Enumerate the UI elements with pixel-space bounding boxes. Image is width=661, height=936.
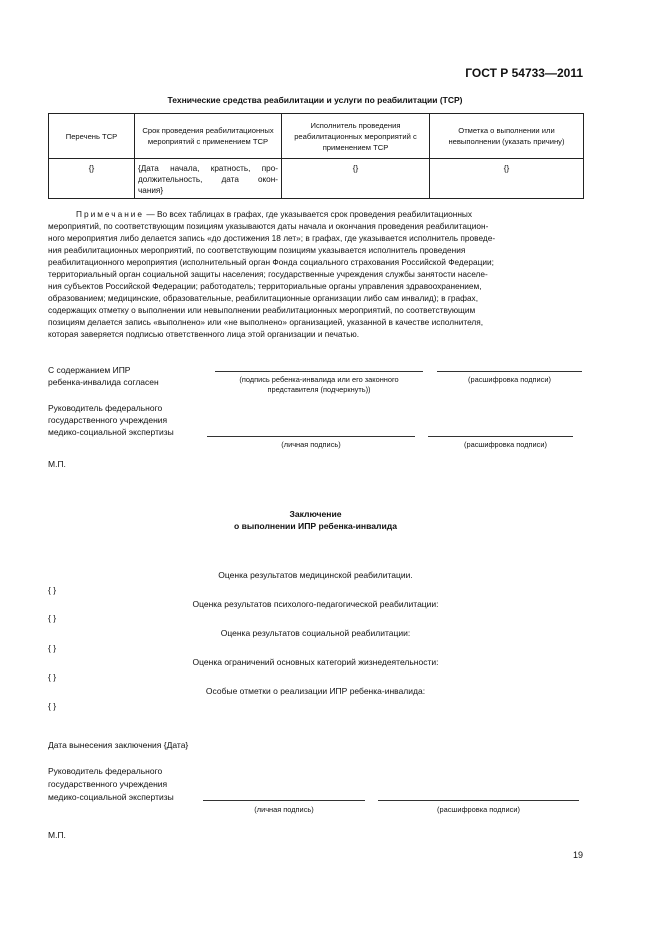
note-line: реабилитационного мероприятия (исполнительный орган Фонда социального страхования Российской Федерации; — [48, 257, 494, 267]
decode-caption: (расшифровка подписи) — [468, 375, 551, 384]
head-label-3: медико-социальной экспертизы — [48, 427, 174, 437]
cell-term — [135, 159, 282, 199]
decode-caption: (расшифровка подписи) — [437, 805, 520, 814]
note-line: позициям делается запись «выполнено» или «не выполнено» организацией, указанной в качестве исполнителя, — [48, 317, 484, 327]
standard-header: ГОСТ Р 54733—2011 — [465, 66, 583, 80]
head-label-1: Руководитель федерального — [48, 766, 163, 776]
signature-caption: (подпись ребенка-инвалида или его законного представителя (подчеркнуть)) — [239, 375, 399, 394]
header-cell-executor: Исполнитель проведения реабилитационных мероприятий с применением ТСР — [282, 114, 430, 159]
cell-executor: {} — [282, 159, 430, 199]
conclusion-title: Заключение — [289, 509, 342, 519]
head-label-2: государственного учреждения — [48, 415, 168, 425]
consent-label-2: ребенка-инвалида согласен — [48, 377, 159, 387]
note-line: содержащих отметку о выполнении или невыполнении реабилитационных мероприятий, по соответствующим — [48, 305, 476, 315]
note-line: которая заверяется подписью ответственного лица этой организации и печатью. — [48, 329, 360, 339]
cell-mark: {} — [430, 159, 584, 199]
consent-label-1: С содержанием ИПР — [48, 365, 131, 375]
note-line: мероприятий, по соответствующим позициям указываются даты начала и окончания проведения реабилитацион- — [48, 221, 489, 231]
assessment-medical: Оценка результатов медицинской реабилитации. — [218, 570, 413, 580]
note-label: Примечание — [76, 209, 145, 219]
cell-list: {} — [49, 159, 135, 199]
table-header-row — [49, 114, 584, 159]
note-line: ния реабилитационных мероприятий, по соответствующим позициям указывается исполнитель проведения — [48, 245, 466, 255]
placeholder-field[interactable]: { } — [48, 701, 57, 711]
signature-line[interactable] — [215, 371, 423, 372]
assessment-limitations: Оценка ограничений основных категорий жизнедеятельности: — [192, 657, 439, 667]
special-notes: Особые отметки о реализации ИПР ребенка-инвалида: — [205, 686, 426, 696]
signature-caption: (личная подпись) — [254, 805, 314, 814]
note-block — [48, 208, 583, 340]
conclusion-subtitle: о выполнении ИПР ребенка-инвалида — [233, 521, 398, 531]
table-title: Технические средства реабилитации и услуги по реабилитации (ТСР) — [167, 95, 463, 105]
signature-line[interactable] — [207, 436, 415, 437]
note-first-line — [48, 208, 583, 220]
note-line: образованием; медицинские, образовательные, реабилитационные организации либо сам инвалид); в графах, — [48, 293, 479, 303]
placeholder-field[interactable]: { } — [48, 643, 57, 653]
head-label-2: государственного учреждения — [48, 779, 168, 789]
signature-line[interactable] — [203, 800, 365, 801]
conclusion-date: Дата вынесения заключения {Дата} — [48, 740, 189, 750]
stamp-mark: М.П. — [48, 459, 66, 469]
header-cell-mark: Отметка о выполнении или невыполнении (указать причину) — [430, 114, 584, 159]
stamp-mark: М.П. — [48, 830, 66, 840]
cell-term-line: должительность, дата окон- — [138, 175, 278, 184]
tcr-table — [48, 113, 584, 199]
signature-decode-line[interactable] — [428, 436, 573, 437]
assessment-psycho-pedagogical: Оценка результатов психолого-педагогической реабилитации: — [192, 599, 439, 609]
signature-decode-line[interactable] — [437, 371, 582, 372]
head-label-3: медико-социальной экспертизы — [48, 792, 174, 802]
placeholder-field[interactable]: { } — [48, 672, 57, 682]
header-cell-term: Срок проведения реабилитационных мероприятий с применением ТСР — [135, 114, 282, 159]
cell-term-line: чания} — [138, 186, 164, 195]
decode-caption: (расшифровка подписи) — [464, 440, 547, 449]
head-label-1: Руководитель федерального — [48, 403, 163, 413]
page-number: 19 — [572, 850, 583, 860]
signature-decode-line[interactable] — [378, 800, 579, 801]
header-cell-list: Перечень ТСР — [49, 114, 135, 159]
table-row — [49, 159, 584, 199]
note-line: ния субъектов Российской Федерации; работодатель; территориальные органы управления здравоохранением, — [48, 281, 482, 291]
note-line: территориальный орган социальной защиты населения; государственные учреждения службы занятости населе- — [48, 269, 488, 279]
note-line: ного мероприятия либо делается запись «до достижения 18 лет»; в графах, где указывается исполнитель проведе- — [48, 233, 496, 243]
signature-caption: (личная подпись) — [281, 440, 341, 449]
cell-term-line: {Дата начала, кратность, про- — [138, 164, 278, 173]
placeholder-field[interactable]: { } — [48, 585, 57, 595]
assessment-social: Оценка результатов социальной реабилитации: — [220, 628, 411, 638]
placeholder-field[interactable]: { } — [48, 613, 57, 623]
note-text: — Во всех таблицах в графах, где указывается срок проведения реабилитационных — [144, 209, 473, 219]
